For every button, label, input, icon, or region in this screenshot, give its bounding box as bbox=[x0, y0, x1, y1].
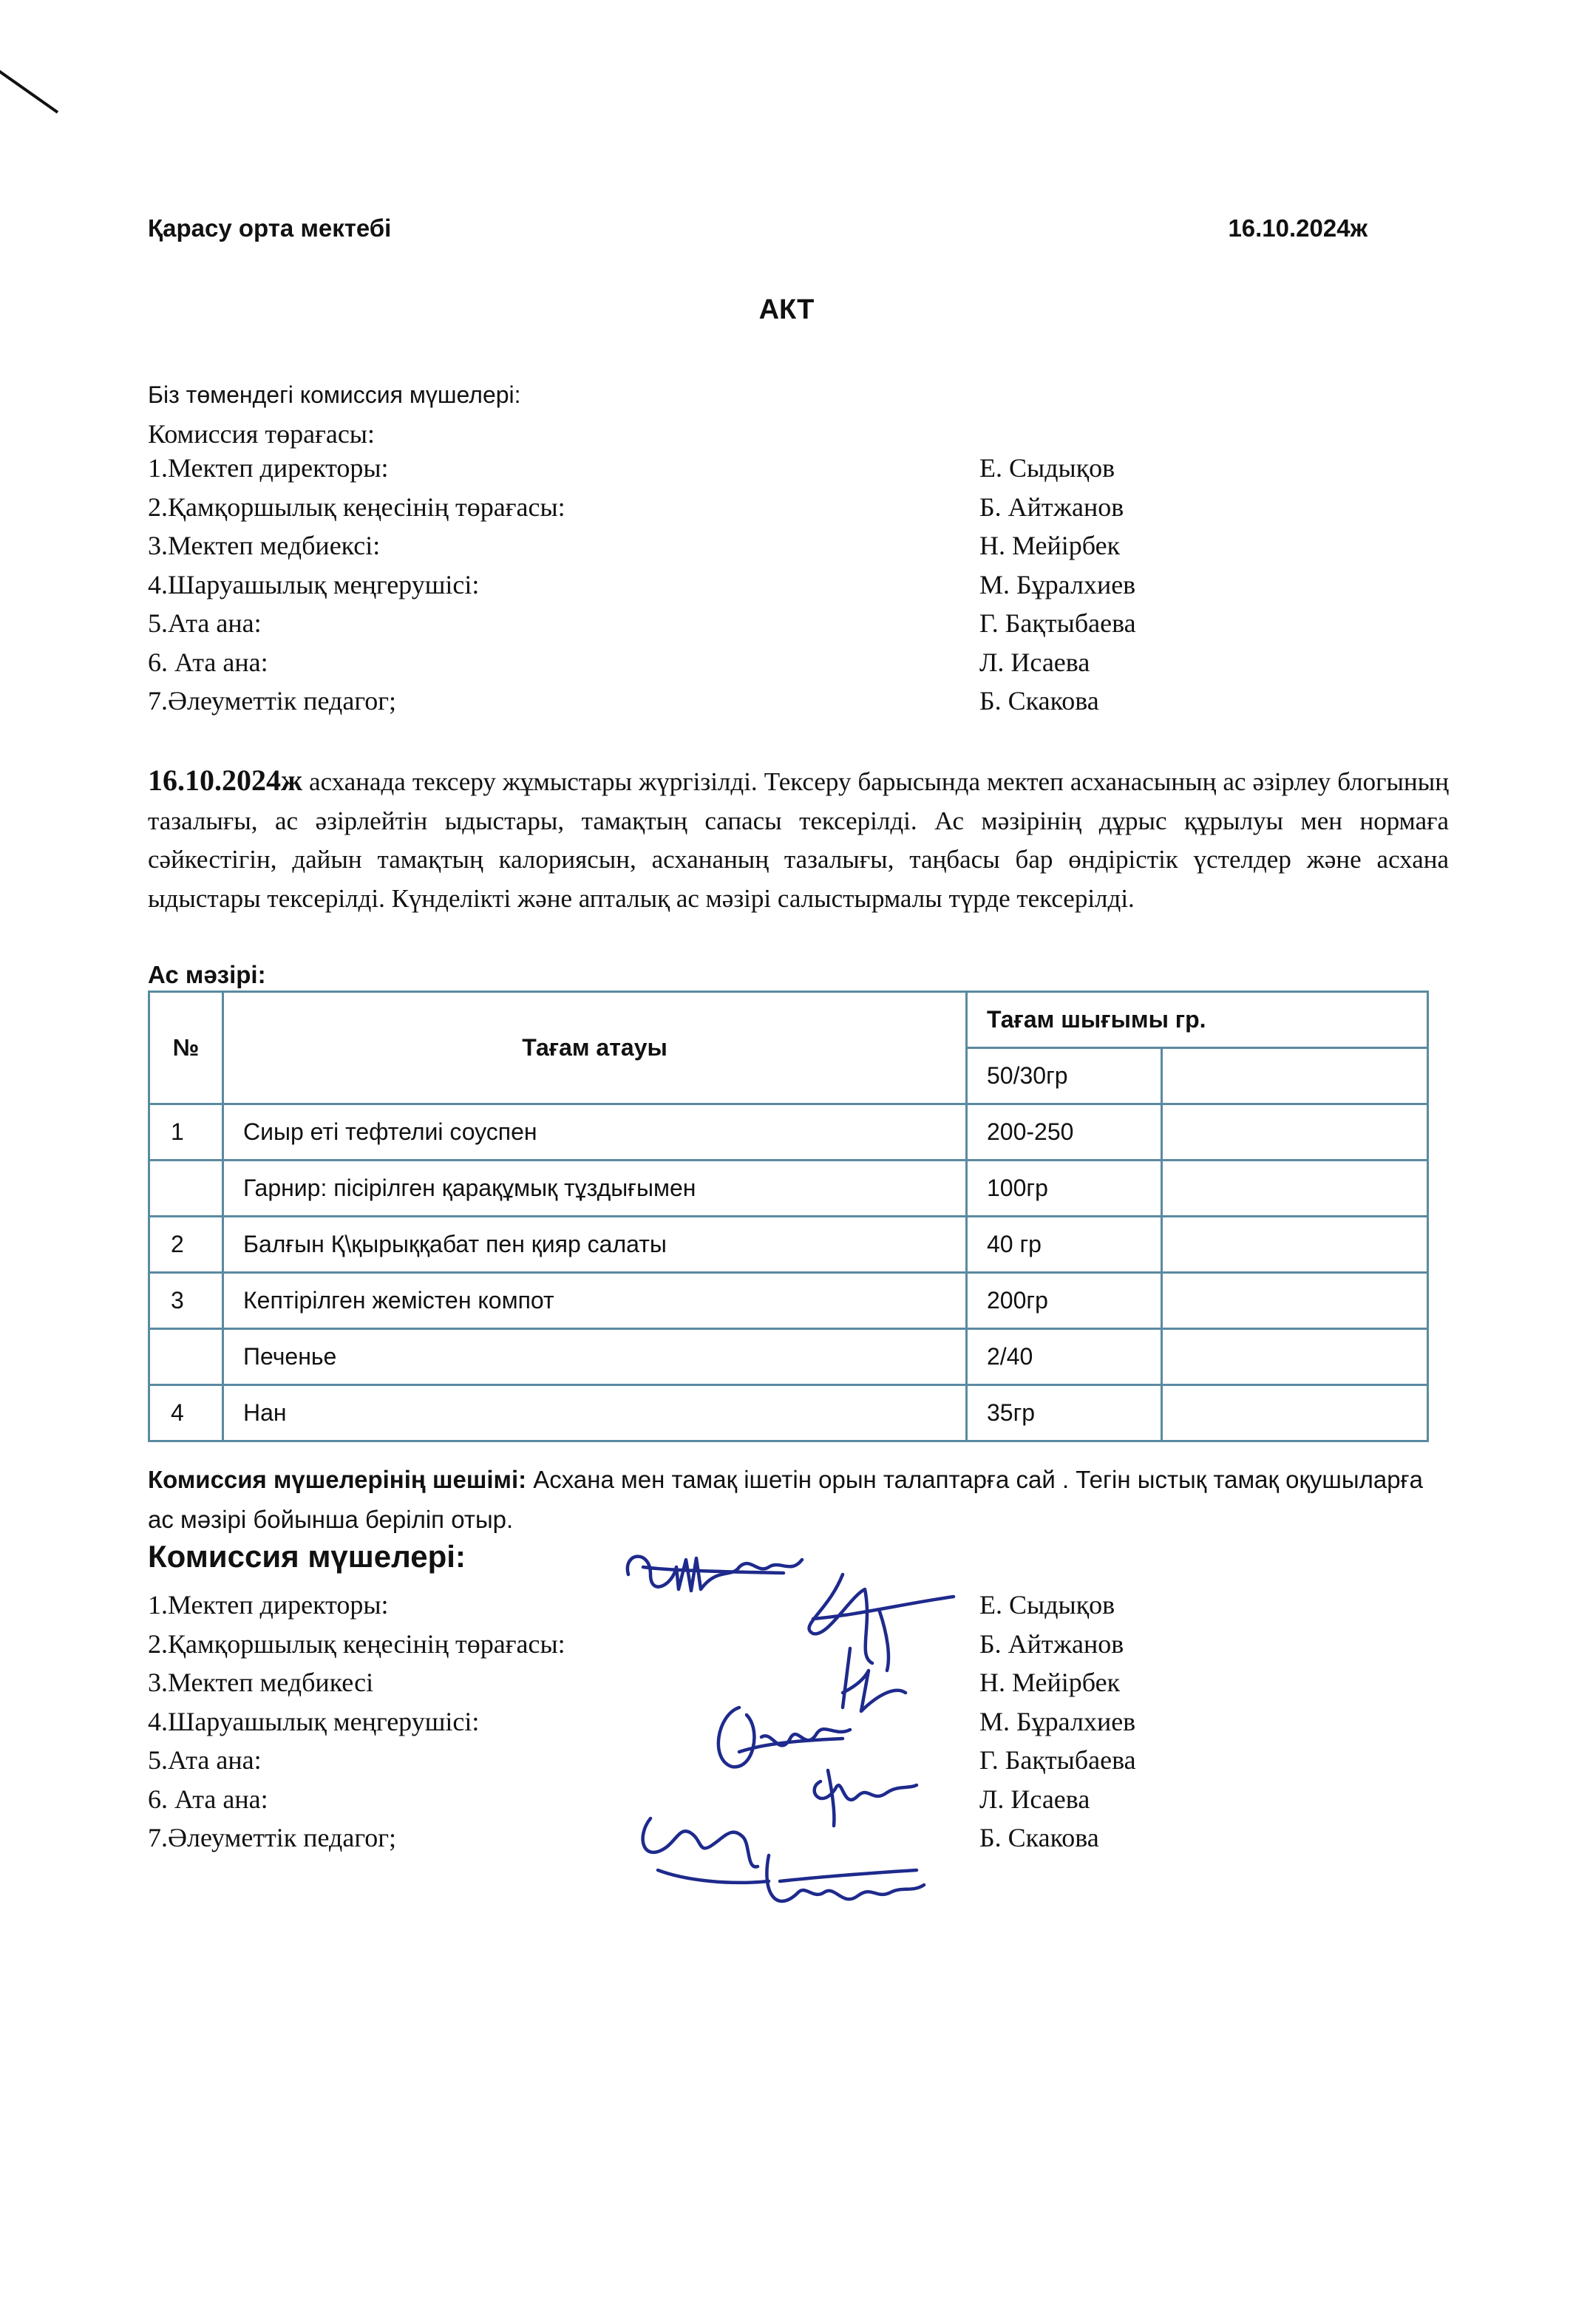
member-name: Г. Бақтыбаева bbox=[979, 608, 1136, 638]
commission-row bbox=[148, 492, 1212, 531]
cell-dish: Балғын Қ\қырыққабат пен қияр салаты bbox=[223, 1217, 967, 1273]
header-yield: Тағам шығымы гр. bbox=[967, 992, 1428, 1048]
header-number: № bbox=[149, 992, 223, 1104]
signatures bbox=[621, 1545, 1020, 1929]
intro-line: Біз төмендегі комиссия мүшелері: bbox=[148, 381, 521, 408]
table-row bbox=[149, 1273, 1428, 1329]
member-position: 1.Мектеп директоры: bbox=[148, 453, 389, 483]
menu-label: Ас мәзірі: bbox=[148, 961, 266, 988]
decision-label: Комиссия мүшелерінің шешімі: bbox=[148, 1466, 527, 1493]
decision-text: Асхана мен тамақ ішетін орын талаптарға сай . Тегін ыстық тамақ оқушыларға ас мәзірі бойынша беріліп отыр. bbox=[148, 1466, 1423, 1533]
cell-extra bbox=[1162, 1161, 1428, 1217]
menu-table bbox=[148, 991, 1429, 1442]
member-name: Б. Скакова bbox=[979, 686, 1099, 716]
school-name: Қарасу орта мектебі bbox=[148, 214, 392, 242]
commission-list-top bbox=[148, 452, 1212, 724]
cell-yield: 100гр bbox=[967, 1161, 1162, 1217]
cell-number: 1 bbox=[149, 1104, 223, 1161]
cell-dish: Сиыр еті тефтелиі соуспен bbox=[223, 1104, 967, 1161]
member-position: 3.Мектеп медбикесі bbox=[148, 1668, 374, 1697]
cell-number bbox=[149, 1329, 223, 1385]
commission-row bbox=[148, 452, 1212, 492]
inspection-date: 16.10.2024ж bbox=[148, 764, 303, 797]
member-name: Е. Сыдықов bbox=[979, 1590, 1115, 1620]
signature-pedagogue bbox=[767, 1855, 924, 1901]
chair-label: Комиссия төрағасы: bbox=[148, 419, 375, 449]
signature-manager bbox=[718, 1708, 850, 1767]
member-position: 7.Әлеуметтік педагог; bbox=[148, 1823, 396, 1852]
member-position: 2.Қамқоршылық кеңесінің төрағасы: bbox=[148, 492, 565, 522]
member-name: Л. Исаева bbox=[979, 1784, 1090, 1814]
member-position: 6. Ата ана: bbox=[148, 1784, 268, 1814]
commission-row bbox=[148, 685, 1212, 724]
cell-extra bbox=[1162, 1273, 1428, 1329]
member-position: 5.Ата ана: bbox=[148, 1745, 262, 1775]
member-name: М. Бұралхиев bbox=[979, 1706, 1136, 1736]
member-position: 4.Шаруашылық меңгерушісі: bbox=[148, 569, 480, 599]
signature-parent-2 bbox=[643, 1818, 769, 1883]
member-name: Б. Айтжанов bbox=[979, 1628, 1124, 1659]
cell-dish: Гарнир: пісірілген қарақұмық тұздығымен bbox=[223, 1161, 967, 1217]
cell-extra bbox=[1162, 1217, 1428, 1273]
cell-yield: 2/40 bbox=[967, 1329, 1162, 1385]
commission-row bbox=[148, 569, 1212, 608]
cell-yield: 200гр bbox=[967, 1273, 1162, 1329]
cell-number: 2 bbox=[149, 1217, 223, 1273]
member-name: Н. Мейірбек bbox=[979, 531, 1121, 560]
cell-yield: 40 гр bbox=[967, 1217, 1162, 1273]
signature-director bbox=[628, 1557, 802, 1591]
cell-extra bbox=[1162, 1104, 1428, 1161]
header-dish: Тағам атауы bbox=[223, 992, 967, 1104]
document-date: 16.10.2024ж bbox=[1228, 214, 1368, 242]
cell-extra bbox=[1162, 1385, 1428, 1441]
subheader-extra bbox=[1162, 1048, 1428, 1104]
table-row bbox=[149, 1104, 1428, 1161]
commission-row bbox=[148, 530, 1212, 569]
signature-trustee bbox=[809, 1574, 954, 1671]
cell-dish: Кептірілген жемістен компот bbox=[223, 1273, 967, 1329]
member-name: Е. Сыдықов bbox=[979, 453, 1115, 483]
cell-number bbox=[149, 1161, 223, 1217]
inspection-paragraph bbox=[148, 761, 1449, 918]
commission-row bbox=[148, 647, 1212, 686]
member-name: Л. Исаева bbox=[979, 647, 1090, 677]
member-position: 1.Мектеп директоры: bbox=[148, 1590, 389, 1620]
commission-decision bbox=[148, 1460, 1449, 1540]
member-position: 6. Ата ана: bbox=[148, 647, 268, 677]
member-position: 5.Ата ана: bbox=[148, 608, 262, 638]
cell-yield: 35гр bbox=[967, 1385, 1162, 1441]
member-name: Б. Скакова bbox=[979, 1823, 1099, 1852]
subheader-yield: 50/30гр bbox=[967, 1048, 1162, 1104]
cell-number: 4 bbox=[149, 1385, 223, 1441]
signature-nurse bbox=[843, 1648, 906, 1711]
member-name: М. Бұралхиев bbox=[979, 569, 1136, 599]
table-row bbox=[149, 1329, 1428, 1385]
member-name: Г. Бақтыбаева bbox=[979, 1745, 1136, 1775]
member-position: 2.Қамқоршылық кеңесінің төрағасы: bbox=[148, 1628, 565, 1659]
header-row bbox=[148, 214, 1368, 251]
member-position: 7.Әлеуметтік педагог; bbox=[148, 686, 396, 716]
document-title: АКТ bbox=[758, 294, 815, 325]
table-header-row bbox=[149, 992, 1428, 1048]
member-position: 3.Мектеп медбиексі: bbox=[148, 531, 381, 560]
member-name: Н. Мейірбек bbox=[979, 1668, 1121, 1697]
cell-dish: Печенье bbox=[223, 1329, 967, 1385]
signature-parent-1 bbox=[815, 1770, 917, 1826]
cell-extra bbox=[1162, 1329, 1428, 1385]
commission-row bbox=[148, 608, 1212, 647]
table-row bbox=[149, 1217, 1428, 1273]
table-row bbox=[149, 1385, 1428, 1441]
scan-mark bbox=[0, 59, 74, 126]
cell-yield: 200-250 bbox=[967, 1104, 1162, 1161]
table-row bbox=[149, 1161, 1428, 1217]
member-position: 4.Шаруашылық меңгерушісі: bbox=[148, 1706, 480, 1736]
cell-number: 3 bbox=[149, 1273, 223, 1329]
members-title: Комиссия мүшелері: bbox=[148, 1539, 466, 1574]
member-name: Б. Айтжанов bbox=[979, 492, 1124, 522]
cell-dish: Нан bbox=[223, 1385, 967, 1441]
inspection-text: асханада тексеру жұмыстары жүргізілді. Тексеру барысында мектеп асханасының ас әзірлеу блогының тазалығы, ас әзірлейтін ыдыстары, тамақтың сапасы тексерілді. Ас мәзірінің дұрыс құрылуы мен нормаға сәйкестігін, дайын тамақтың калориясын, асхананың тазалығы, таңбасы бар өндірістік үстелдер және асхана ыдыстары тексерілді. Күнделікті және апталық ас мәзірі салыстырмалы түрде тексерілді. bbox=[148, 767, 1449, 913]
